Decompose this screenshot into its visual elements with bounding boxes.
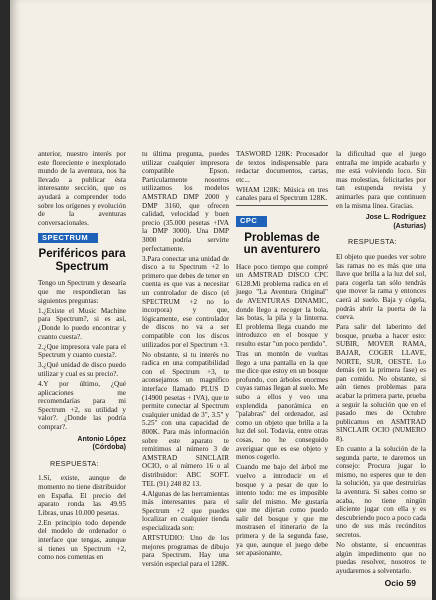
response-label: RESPUESTA: — [348, 237, 397, 247]
response-paragraph-1: 1.Sí, existe, aunque de momento no tiene distribuidor en España. El precio del aparato ronda las 49.95 Libras, unas 10.000 pesetas. — [38, 474, 126, 517]
response-paragraph: tu última pregunta, puedes utilizar cualquier impresora compatible Epson. Particularmente nosotros utilizamos los modelos AMSTRAD DMP 2000 y DMP 3160, que ofrecen calidad, velocidad y buen precio (35.000 pesetas +IVA la DMP 3000). Una DMP 3000 podría servirte perfectamente. — [142, 150, 229, 253]
letter-signature-place: (Córdoba) — [92, 444, 126, 452]
response-paragraph: TASWORD 128K: Procesador de textos indispensable para redactar documentos, cartas, etc... — [236, 150, 328, 184]
page-number: 59 — [406, 578, 416, 588]
letter-paragraph: Tras un montón de vueltas llego a una pantalla en la que me dice que estoy en un bosque profundo, con árboles enormes cuyas ramas llegan al suelo. Me subo a ellos y veo una explendida panorámica en "palabras" del ordenador, así como un objeto que brilla a la luz del sol. Todavía, entre otras cosas, no he conseguido averiguar que es ese objeto y menos cogerlo. — [236, 350, 328, 462]
response-paragraph: 4.Algunas de las herramientas más interesantes para el Spectrum +2 que puedes localizar en cualquier tienda especializada son: — [142, 489, 229, 533]
response-paragraph: En cuanto a la solución de la segunda parte, te daremos un consejo: Procura jugar lo mismo, no esperes que te den la solución, ya que destruirías la aventura. Si sabes como se acaba, no tiene ningún aliciente jugar con ella y es descubriendo poco a poco cada uno de sus más recónditos secretos. — [336, 445, 426, 539]
article-intro-continuation: anterior, nuestro interés por este floreciente e inexplotado mundo de la aventura, nos ha llevado a publicar ésta interesante sección, que os ayudará a comprender todo sobre los orígenes y evolución de la aventuras conversacionales. — [38, 150, 126, 227]
letter-heading-cpc: Problemas de un aventurero — [243, 231, 321, 257]
response-paragraph: El objeto que puedes ver sobre las ramas no es más que una llave que brilla a la luz del sol, para cogerla tan sólo tendrás que mover la rama y entonces caerá al suelo. Baja y cógela, podrás abrir la puerta de la cueva. — [336, 252, 426, 322]
response-paragraph: No obstante, si encuentras algún impedimento que no puedas resolver, nosotros te ayudaremos a solventarlo. — [336, 541, 426, 575]
letter-paragraph: Cuando me bajo del árbol me vuelvo a introducir en el bosque y a pesar de que lo intento todo: me es imposible salir del mismo. Me gustaría que me dijeran como puedo salir del bosque y que me mostrasen el itinerario de la primera y de la segunda fase, ya que, aunque el juego debe ser apasionante, — [236, 463, 328, 558]
letter-signature-name: Jose L. Rodríguez — [365, 214, 426, 222]
letter-signature-name: Antonio López — [77, 435, 126, 443]
response-paragraph: WHAM 128K: Música en tres canales para el Spectrum 128K. — [236, 185, 328, 203]
magazine-page — [10, 0, 432, 600]
column-3 — [236, 150, 328, 559]
letter-paragraph: Tengo un Spectrum y desearía que me respondieran las siguientes preguntas: — [38, 279, 126, 305]
page-folio — [382, 578, 416, 588]
letter-question-1: 1.¿Existe el Music Machine para Spectrum?, si es así, ¿Donde lo puedo encontrar y cuanto cuesta?. — [38, 306, 126, 341]
column-2 — [142, 150, 229, 570]
section-tag-spectrum: SPECTRUM — [38, 233, 98, 244]
letter-paragraph: la dificultad que el juego entraña me impide acabarlo y me está volviendo loco. Sin mas molestias, felicitarles por tan estupenda revista y animarles para que continuen en la misma línea. Gracias. — [336, 150, 426, 210]
letter-question-4: 4.Y por último, ¿Qué aplicaciones me recomendarías para mi Spectrum +2, su utilidad y valor?. ¿Donde las podría comprar?. — [38, 379, 126, 431]
column-1 — [38, 150, 126, 563]
letter-paragraph: Hace poco tiempo que compré un AMSTRAD DISCO CPC 6128.Mi problema radica en el juego "La Aventura Original" de AVENTURAS DINAMIC, donde llego a recoger la bola, las botas, la pila y la linterna. El problema llega cuando me introduzco en el bosque y resulto estar "un poco perdido". — [236, 262, 328, 348]
response-paragraph: No obstante, si tu interés no radica en una compatibilidad con el Spectrum +3, te aconsejamos un magnífico interface llamado PLUS D (14900 pesetas + IVA), que te permite conectar al Spectrum cualquier unidad de 3", 3.5" y 5.25" con una capacidad de 800K. Para más información sobre este aparato te remitimos al número 3 de AMSTRAD SINCLAIR OCIO, o al número 16 o al distribuidor: ABC SOFT. TEL (91) 248 82 13. — [142, 350, 229, 488]
letter-question-3: 3.¿Qué unidad de disco puedo utilizar y cual es su precio?. — [38, 361, 126, 378]
section-tag-cpc: CPC — [236, 216, 267, 227]
magazine-name: Ocio — [384, 578, 404, 588]
column-4 — [336, 150, 426, 577]
response-paragraph: Para salir del laberinto del bosque, prueba a hacer esto: SUBIR, MOVER RAMA, BAJAR, COGER LLAVE, NORTE, SUR, OESTE. Lo demás (en la primera fase) es pan comido. No obstante, si aún tienes problemas para acabar la primera parte, prueba a seguir la solución que en el pasado mes de Octubre publicamos en ASMTRAD SINCLAIR OCIO (NUMERO 8). — [336, 323, 426, 443]
letter-heading-spectrum: Periféricos para Spectrum — [38, 248, 126, 273]
response-label: RESPUESTA: — [50, 458, 99, 468]
response-paragraph: ARTSTUDIO: Uno de los mejores programas de dibujo para Spectrum. Hay una versión especial para el 128K. — [142, 534, 229, 568]
response-paragraph-2: 2.En principio todo depende del modelo de ordenador o interface que tengas, aunque si tienes un Spectrum +2, como nos comentas en — [38, 518, 126, 562]
response-paragraph: 3.Para conectar una unidad de disco a tu Spectrum +2 lo primero que debes de tener en cuenta es que vas a necesitar un controlador de disco (el SPECTRUM +2 no lo incorpora) y que, lógicamente, ese controlador de discos no va a ser compatible con los discos utilizados por el Spectrum +3. — [142, 254, 229, 349]
section-divider — [236, 205, 328, 206]
letter-signature-place: (Asturias) — [393, 222, 426, 230]
letter-question-2: 2.¿Que impresora vale para el Spectrum y cuanto cuesta?. — [38, 342, 126, 360]
